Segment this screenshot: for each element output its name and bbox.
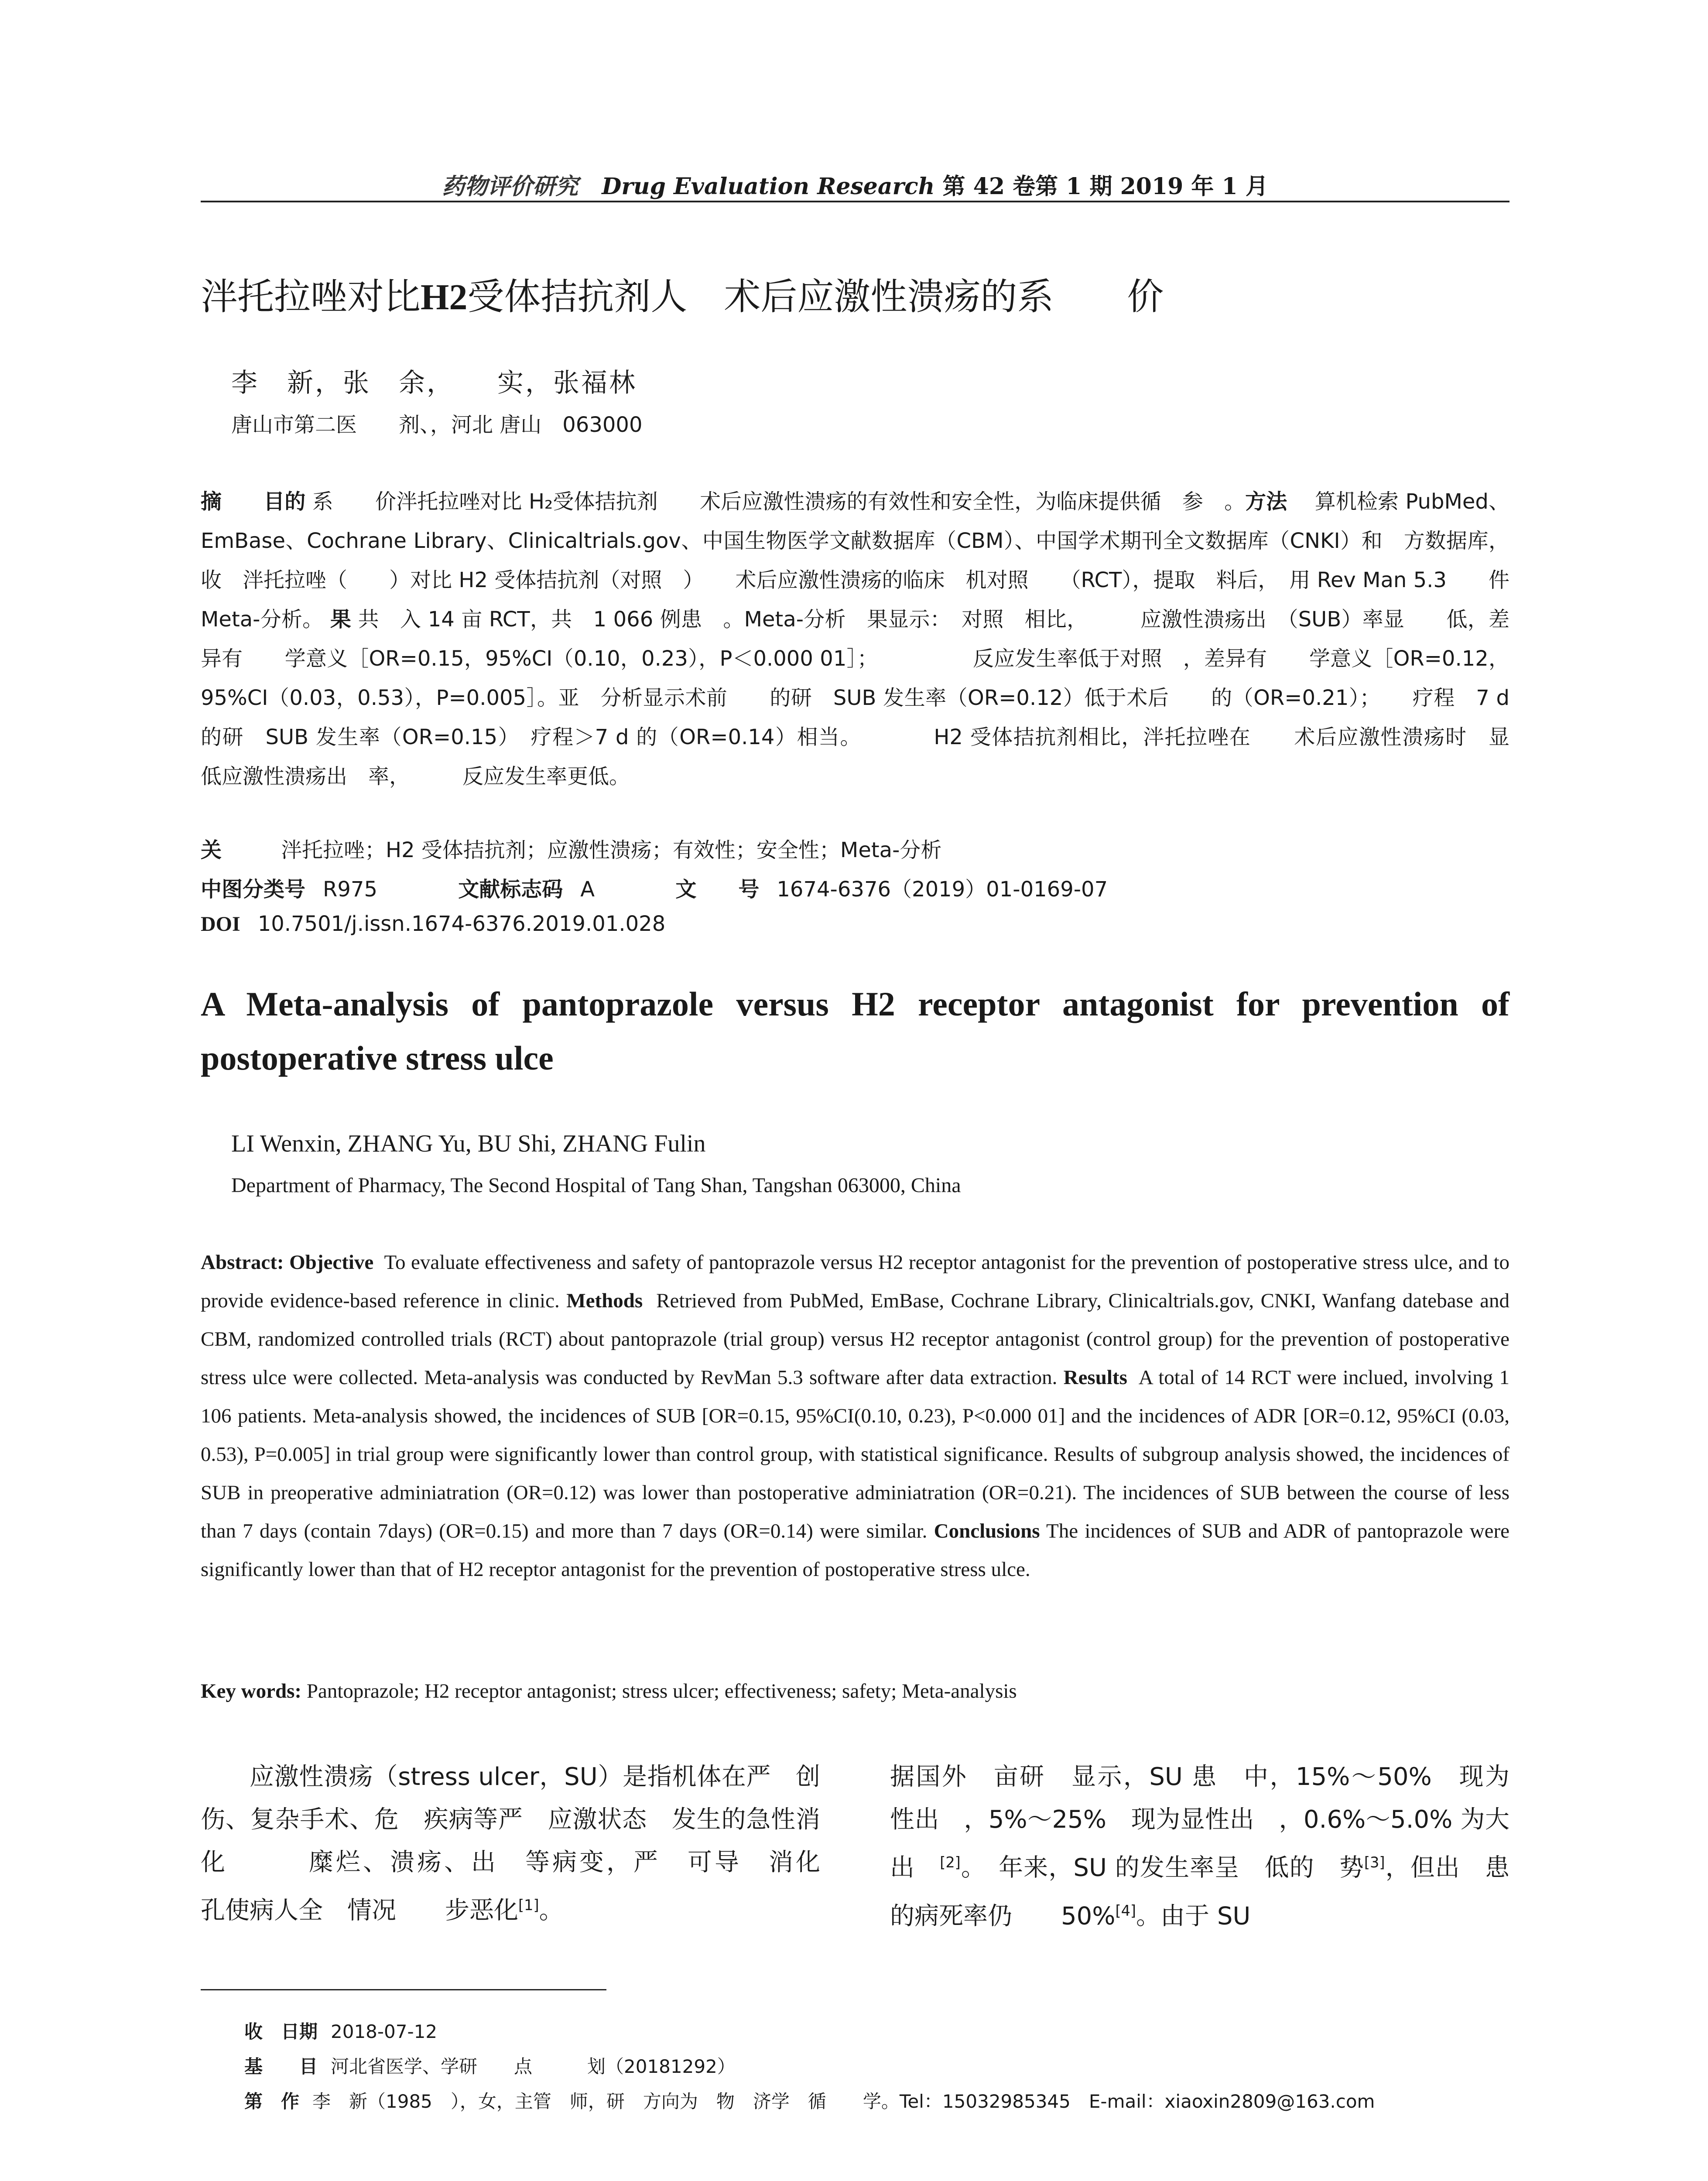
issue-info: 第 42 卷第 1 期 2019 年 1 月	[942, 173, 1268, 200]
cn-affiliation: 唐山市第二医 剂、，河北 唐山 063000	[231, 413, 643, 437]
en-keywords: Key words: Pantoprazole; H2 receptor antagonist; stress ulcer; effectiveness; safety; Meta-analysis	[201, 1680, 1017, 1702]
cn-classification: 中图分类号 R975 文献标志码 A 文 号 1674-6376（2019）01-0169-07	[201, 877, 1108, 902]
en-abstract: Abstract: Objective To evaluate effectiveness and safety of pantoprazole versus H2 receptor antagonist for the prevention of postoperative stress ulce, and to provide evidence-based reference in clinic. Methods Retrieved from PubMed, EmBase, Cochrane Library, Clinicaltrials.gov, CNKI, Wanfang datebase and CBM, randomized controlled trials (RCT) about pantoprazole (trial group) versus H2 receptor antagonist (control group) for the prevention of postoperative stress ulce were collected. Meta-analysis was conducted by RevMan 5.3 software after data extraction. Results A total of 14 RCT were inclued, involving 1 106 patients. Meta-analysis showed, the incidences of SUB [OR=0.15, 95%CI(0.10, 0.23), P<0.000 01] and the incidences of ADR [OR=0.12, 95%CI (0.03, 0.53), P=0.005] in trial group were significantly lower than control group, with statistical significance. Results of subgroup analysis showed, the incidences of SUB in preoperative adminiatration (OR=0.12) was lower than postoperative adminiatration (OR=0.21). The incidences of SUB between the course of less than 7 days (contain 7days) (OR=0.15) and more than 7 days (OR=0.14) were similar. Conclusions The incidences of SUB and ADR of pantoprazole were significantly lower than that of H2 receptor antagonist for the prevention of postoperative stress ulce.	[201, 1251, 1510, 1581]
en-conclusions-label: Conclusions	[934, 1520, 1040, 1542]
en-results-label: Results	[1063, 1366, 1127, 1389]
header-rule	[201, 201, 1509, 202]
cn-methods-label: 方法	[1245, 489, 1287, 514]
cn-keywords: 关 泮托拉唑；H2 受体拮抗剂；应激性溃疡；有效性；安全性；Meta-分析	[201, 838, 942, 862]
en-authors: LI Wenxin, ZHANG Yu, BU Shi, ZHANG Fulin	[231, 1130, 706, 1157]
cn-objective: 系 价泮托拉唑对比 H₂受体拮抗剂 术后应激性溃疡的有效性和安全性，为临床提供循 参 。	[312, 489, 1246, 514]
footnote-fund: 基 目 河北省医学、学研 点 划（20181292）	[244, 2056, 736, 2077]
citation-ref: [1]	[518, 1897, 539, 1914]
body-left-column: 应激性溃疡（stress ulcer，SU）是指机体在严 创伤、复杂手术、危 疾病等严 应激状态 发生的急性消化 糜烂、溃疡、出 等病变，严 可导 消化 孔使病人全 情况 步恶化[1]。	[201, 1763, 869, 1925]
footnote-received: 收 日期 2018-07-12	[244, 2021, 438, 2042]
en-objective-label: Objective	[289, 1251, 374, 1274]
en-objective: To evaluate effectiveness and safety of pantoprazole versus H2 receptor antagonist for the prevention of postoperative stress ulce, and to provide evidence-based reference in clinic.	[201, 1251, 1510, 1312]
citation-ref: [2]	[940, 1854, 961, 1871]
journal-name: Drug Evaluation Research	[602, 173, 935, 200]
cn-authors: 李 新，张 余， 实，张福林	[231, 368, 637, 398]
cn-results-label: 果	[330, 607, 352, 632]
cn-title: 泮托拉唑对比H2受体拮抗剂人 术后应激性溃疡的系 价	[201, 275, 1164, 318]
cn-doi: DOI 10.7501/j.issn.1674-6376.2019.01.028	[201, 912, 666, 936]
en-affiliation: Department of Pharmacy, The Second Hospital of Tang Shan, Tangshan 063000, China	[231, 1174, 961, 1197]
footnote-rule	[201, 1989, 606, 1990]
journal-logo: 药物评价研究	[442, 173, 578, 200]
cn-conclusion: H2 受体拮抗剂相比，泮托拉唑在 术后应激性溃疡时 显 低应激性溃疡出 率， 反应发生率更低。	[201, 725, 1552, 789]
en-results: A total of 14 RCT were inclued, involving 1 106 patients. Meta-analysis showed, the incidences of SUB [OR=0.15, 95%CI(0.10, 0.23), P<0.000 01] and the incidences of ADR [OR=0.12, 95%CI (0.03, 0.53), P=0.005] in trial group were significantly lower than control group, with statistical significance. Results of subgroup analysis showed, the incidences of SUB in preoperative adminiatration (OR=0.12) was lower than postoperative adminiatration (OR=0.21). The incidences of SUB between the course of less than 7 days (contain 7days) (OR=0.15) and more than 7 days (OR=0.14) were similar.	[201, 1366, 1510, 1542]
cn-objective-label: 目的	[264, 489, 306, 514]
citation-ref: [3]	[1364, 1854, 1385, 1871]
en-methods: Retrieved from PubMed, EmBase, Cochrane Library, Clinicaltrials.gov, CNKI, Wanfang datebase and CBM, randomized controlled trials (RCT) about pantoprazole (trial group) versus H2 receptor antagonist (control group) for the prevention of postoperative stress ulce were collected. Meta-analysis was conducted by RevMan 5.3 software after data extraction.	[201, 1289, 1510, 1389]
citation-ref: [4]	[1115, 1902, 1136, 1919]
body-right-column: 据国外 亩研 显示，SU 患 中，15%～50% 现为 性出 ，5%～25% 现为显性出 ，0.6%～5.0% 为大出 [2]。 年来，SU 的发生率呈 低的 势[3]，但出 患 的病死率仍 50%[4]。由于 SU	[890, 1763, 1534, 1931]
footnote-author: 第 作 李 新（1985 ），女，主管 师，研 方向为 物 济学 循 学。Tel：15032985345 E-mail：xiaoxin2809@163.com	[244, 2091, 1375, 2112]
en-conclusions: The incidences of SUB and ADR of pantoprazole were significantly lower than that of H2 receptor antagonist for the prevention of postoperative stress ulce.	[201, 1520, 1510, 1581]
cn-abstract: 摘 目的 系 价泮托拉唑对比 H₂受体拮抗剂 术后应激性溃疡的有效性和安全性，为临床提供循 参 。方法 算机检索 PubMed、EmBase、Cochrane Library、Clinicaltrials.gov、中国生物医学文献数据库（CBM）、中国学术期刊全文数据库（CNKI）和 方数据库，收 泮托拉唑（ ）对比 H2 受体拮抗剂（对照 ） 术后应激性溃疡的临床 机对照 （RCT），提取 料后， 用 Rev Man 5.3 件 Meta-分析。 果 共 入 14 亩 RCT，共 1 066 例患 。Meta-分析 果显示： 对照 相比， 应激性溃疡出 （SUB）率显 低，差异有 学意义［OR=0.15，95%CI（0.10，0.23），P＜0.000 01］； 反应发生率低于对照 ，差异有 学意义［OR=0.12，95%CI（0.03，0.53），P=0.005］。亚 分析显示术前 的研 SUB 发生率（OR=0.12）低于术后 的（OR=0.21）； 疗程 7 d 的研 SUB 发生率（OR=0.15） 疗程＞7 d 的（OR=0.14）相当。 H2 受体拮抗剂相比，泮托拉唑在 术后应激性溃疡时 显 低应激性溃疡出 率， 反应发生率更低。	[201, 489, 1552, 789]
en-title: A Meta-analysis of pantoprazole versus H2 receptor antagonist for prevention of postoperative stress ulce	[201, 985, 1509, 1077]
cn-results: 共 入 14 亩 RCT，共 1 066 例患 。Meta-分析 果显示： 对照 相比， 应激性溃疡出 （SUB）率显 低，差异有 学意义［OR=0.15，95%CI（0.10，0.23），P＜0.000 01］； 反应发生率低于对照 ，差异有 学意义［OR=0.12，95%CI（0.03，0.53），P=0.005］。亚 分析显示术前 的研 SUB 发生率（OR=0.12）低于术后 的（OR=0.21）； 疗程 7 d 的研 SUB 发生率（OR=0.15） 疗程＞7 d 的（OR=0.14）相当。	[201, 607, 1509, 749]
cn-methods: 算机检索 PubMed、EmBase、Cochrane Library、Clinicaltrials.gov、中国生物医学文献数据库（CBM）、中国学术期刊全文数据库（CNKI）和 方数据库，收 泮托拉唑（ ）对比 H2 受体拮抗剂（对照 ） 术后应激性溃疡的临床 机对照 （RCT），提取 料后， 用 Rev Man 5.3 件 Meta-分析。	[201, 489, 1552, 632]
en-methods-label: Methods	[566, 1289, 643, 1312]
